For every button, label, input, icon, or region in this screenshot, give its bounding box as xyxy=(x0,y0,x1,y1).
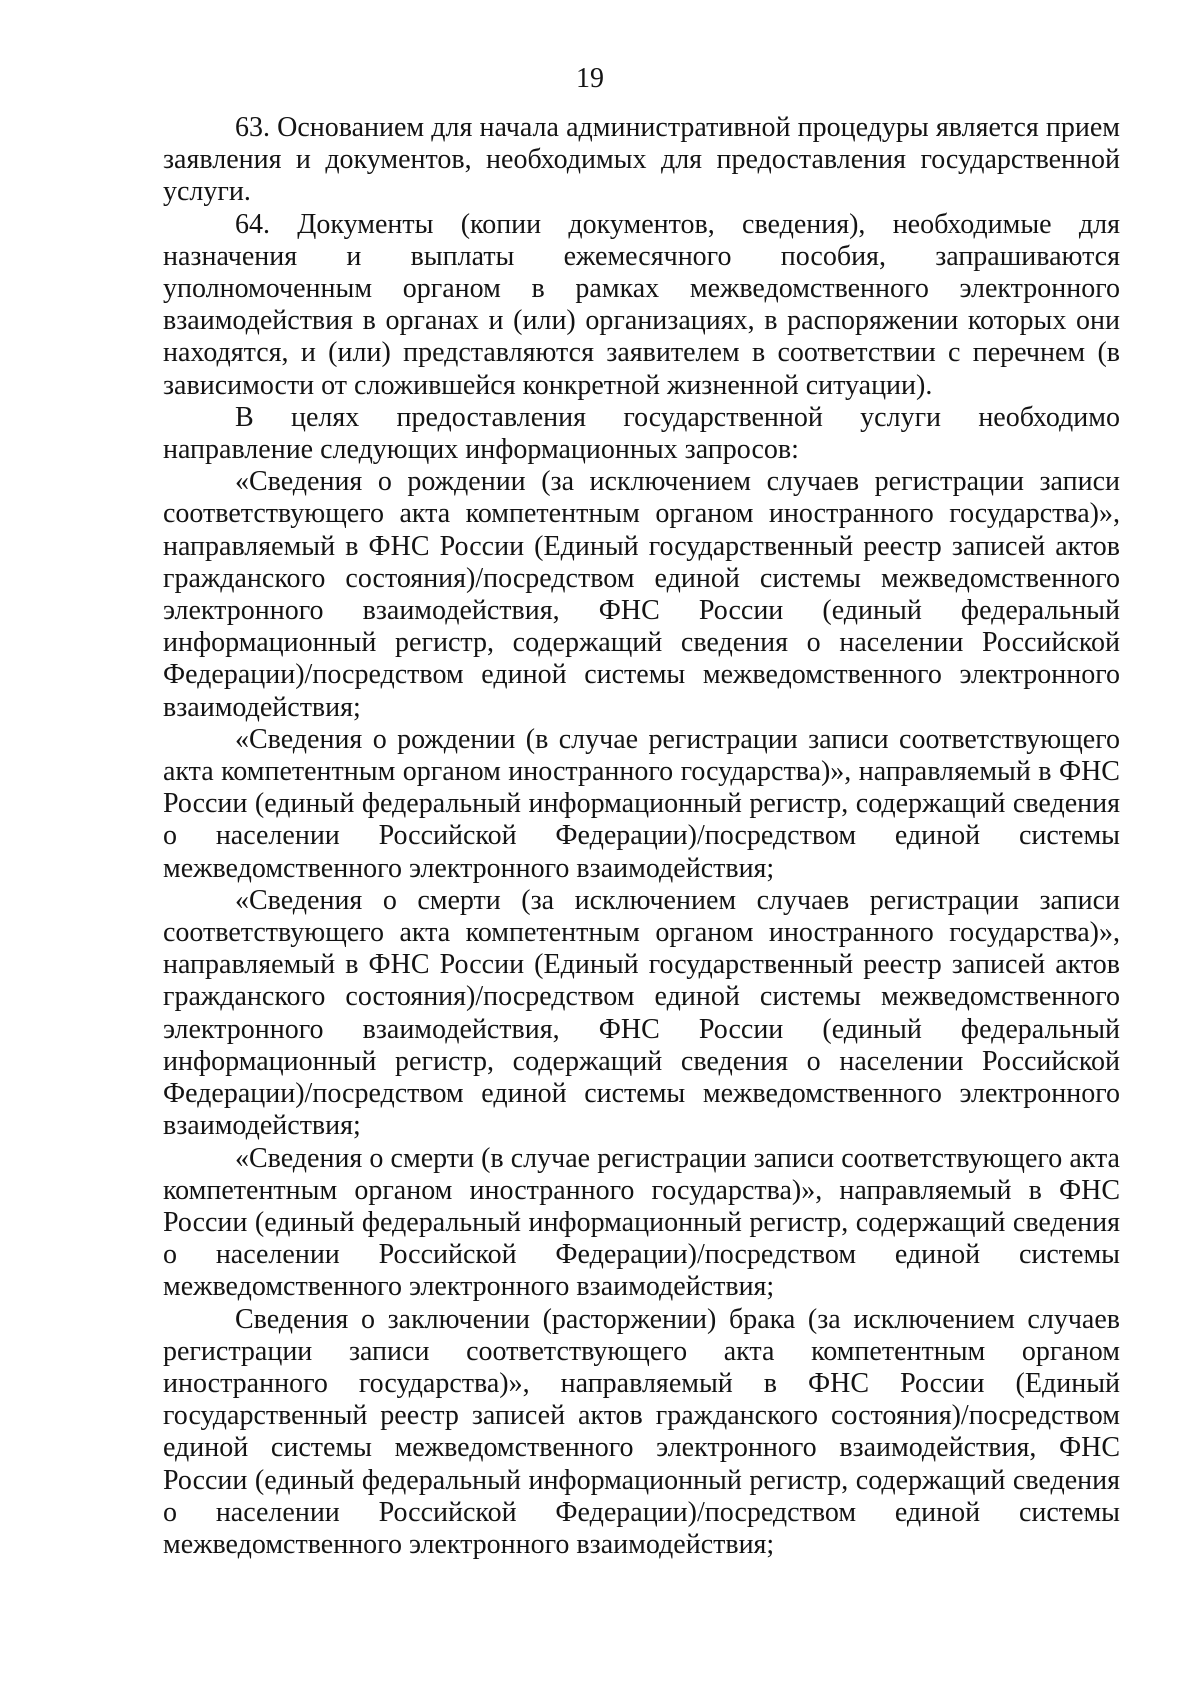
paragraph-birth-domestic: «Сведения о рождении (за исключением случаев регистрации записи соответствующего акта компетентным органом иностранного государства)», направляемый в ФНС России (Единый государственный реестр записей актов гражданского состояния)/посредством единой системы межведомственного электронного взаимодействия, ФНС России (единый федеральный информационный регистр, содержащий сведения о населении Российской Федерации)/посредством единой системы межведомственного электронного взаимодействия; xyxy=(163,466,1120,723)
paragraph-marriage: Сведения о заключении (расторжении) брака (за исключением случаев регистрации записи соответствующего акта компетентным органом иностранного государства)», направляемый в ФНС России (Единый государственный реестр записей актов гражданского состояния)/посредством единой системы межведомственного электронного взаимодействия, ФНС России (единый федеральный информационный регистр, содержащий сведения о населении Российской Федерации)/посредством единой системы межведомственного электронного взаимодействия; xyxy=(163,1303,1120,1560)
paragraph-death-foreign: «Сведения о смерти (в случае регистрации записи соответствующего акта компетентным органом иностранного государства)», направляемый в ФНС России (единый федеральный информационный регистр, содержащий сведения о населении Российской Федерации)/посредством единой системы межведомственного электронного взаимодействия; xyxy=(163,1142,1120,1303)
page-number: 19 xyxy=(576,63,604,94)
paragraph-requests-intro: В целях предоставления государственной услуги необходимо направление следующих информационных запросов: xyxy=(163,401,1120,466)
paragraph-birth-foreign: «Сведения о рождении (в случае регистрации записи соответствующего акта компетентным органом иностранного государства)», направляемый в ФНС России (единый федеральный информационный регистр, содержащий сведения о населении Российской Федерации)/посредством единой системы межведомственного электронного взаимодействия; xyxy=(163,723,1120,884)
document-body xyxy=(163,112,1120,1561)
paragraph-death-domestic: «Сведения о смерти (за исключением случаев регистрации записи соответствующего акта компетентным органом иностранного государства)», направляемый в ФНС России (Единый государственный реестр записей актов гражданского состояния)/посредством единой системы межведомственного электронного взаимодействия, ФНС России (единый федеральный информационный регистр, содержащий сведения о населении Российской Федерации)/посредством единой системы межведомственного электронного взаимодействия; xyxy=(163,884,1120,1142)
paragraph-63: 63. Основанием для начала административной процедуры является прием заявления и документов, необходимых для предоставления государственной услуги. xyxy=(163,112,1120,208)
paragraph-64: 64. Документы (копии документов, сведения), необходимые для назначения и выплаты ежемесячного пособия, запрашиваются уполномоченным органом в рамках межведомственного электронного взаимодействия в органах и (или) организациях, в распоряжении которых они находятся, и (или) представляются заявителем в соответствии с перечнем (в зависимости от сложившейся конкретной жизненной ситуации). xyxy=(163,208,1120,401)
